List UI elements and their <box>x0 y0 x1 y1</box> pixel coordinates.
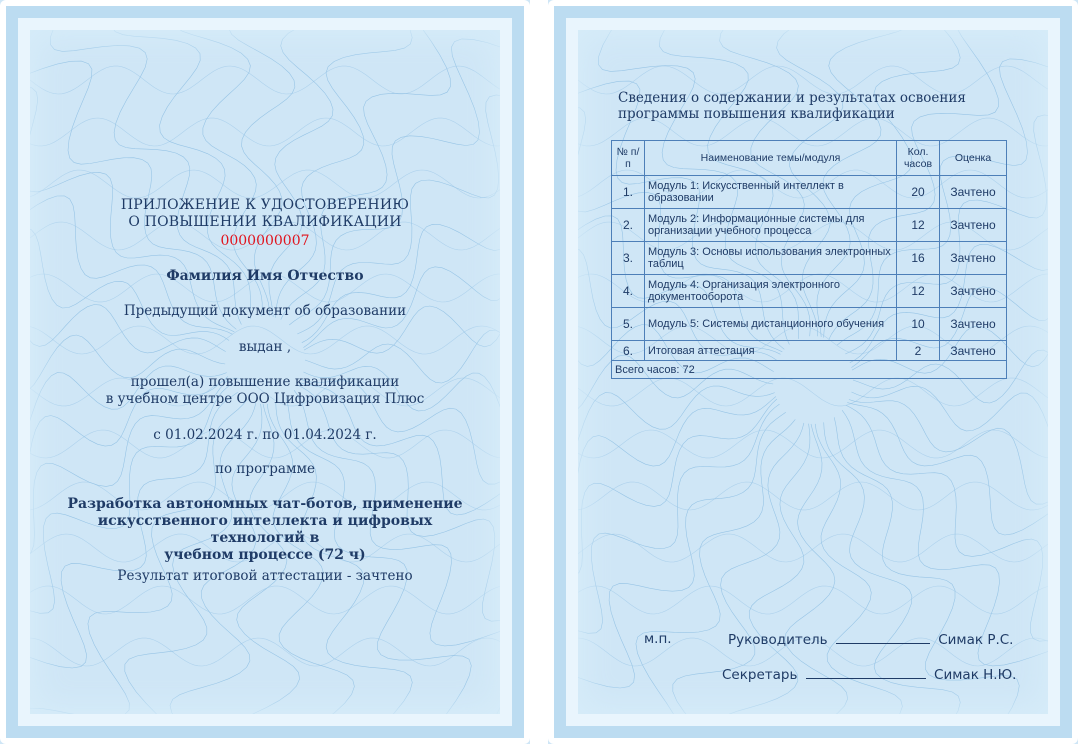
program-line-3: учебном процессе (72 ч) <box>164 547 366 563</box>
row-module-name: Модуль 3: Основы использования электронных таблиц <box>645 242 897 275</box>
row-grade: Зачтено <box>940 308 1007 341</box>
row-module-name: Модуль 1: Искусственный интеллект в образовании <box>645 176 897 209</box>
passed-line-1: прошел(а) повышение квалификации <box>130 374 400 390</box>
row-hours: 12 <box>897 275 940 308</box>
program-line-2: искусственного интеллекта и цифровых технологий в <box>97 513 433 546</box>
content-title-line-2: программы повышения квалификации <box>618 106 895 122</box>
issued-text: выдан , <box>238 339 292 355</box>
head-signature <box>728 631 1013 648</box>
row-module-name: Итоговая аттестация <box>645 341 897 361</box>
head-label: Руководитель <box>728 632 828 648</box>
secretary-name: Симак Н.Ю. <box>934 667 1017 683</box>
row-hours: 16 <box>897 242 940 275</box>
head-name: Симак Р.С. <box>938 632 1014 648</box>
modules-table <box>611 140 1007 379</box>
row-grade: Зачтено <box>940 275 1007 308</box>
secretary-signature <box>722 666 1016 683</box>
document-title <box>40 197 490 231</box>
row-grade: Зачтено <box>940 341 1007 361</box>
passed-text <box>40 374 490 408</box>
header-number: № п/п <box>612 141 645 176</box>
stamp-place-label: м.п. <box>644 631 672 647</box>
total-hours: Всего часов: 72 <box>612 361 1007 379</box>
right-page <box>548 0 1078 744</box>
row-grade: Зачтено <box>940 242 1007 275</box>
row-module-name: Модуль 4: Организация электронного документооборота <box>645 275 897 308</box>
row-number: 4. <box>612 275 645 308</box>
table-row <box>612 209 1007 242</box>
previous-document: Предыдущий документ об образовании <box>123 303 407 319</box>
row-hours: 12 <box>897 209 940 242</box>
content-title <box>618 90 1018 122</box>
row-hours: 2 <box>897 341 940 361</box>
secretary-signature-line <box>806 666 926 679</box>
row-module-name: Модуль 5: Системы дистанционного обучения <box>645 308 897 341</box>
attestation-result: Результат итоговой аттестации - зачтено <box>117 568 413 584</box>
header-hours: Кол. часов <box>897 141 940 176</box>
table-row <box>612 176 1007 209</box>
title-line-1: ПРИЛОЖЕНИЕ К УДОСТОВЕРЕНИЮ <box>120 197 410 213</box>
head-signature-line <box>836 631 930 644</box>
row-number: 2. <box>612 209 645 242</box>
title-line-2: О ПОВЫШЕНИИ КВАЛИФИКАЦИИ <box>128 214 402 230</box>
table-row <box>612 341 1007 361</box>
by-program-label: по программе <box>215 461 315 477</box>
row-module-name: Модуль 2: Информационные системы для организации учебного процесса <box>645 209 897 242</box>
table-row <box>612 308 1007 341</box>
table-row <box>612 242 1007 275</box>
passed-line-2: в учебном центре ООО Цифровизация Плюс <box>105 391 425 407</box>
left-page <box>0 0 530 744</box>
row-number: 5. <box>612 308 645 341</box>
row-number: 3. <box>612 242 645 275</box>
table-row <box>612 275 1007 308</box>
header-grade: Оценка <box>940 141 1007 176</box>
header-name: Наименование темы/модуля <box>645 141 897 176</box>
full-name: Фамилия Имя Отчество <box>166 268 364 284</box>
row-number: 1. <box>612 176 645 209</box>
row-hours: 10 <box>897 308 940 341</box>
table-total-row <box>612 361 1007 379</box>
row-hours: 20 <box>897 176 940 209</box>
row-grade: Зачтено <box>940 209 1007 242</box>
table-header-row <box>612 141 1007 176</box>
program-name <box>50 496 480 564</box>
study-dates: с 01.02.2024 г. по 01.04.2024 г. <box>153 427 377 443</box>
row-grade: Зачтено <box>940 176 1007 209</box>
program-line-1: Разработка автономных чат-ботов, применение <box>67 496 463 512</box>
secretary-label: Секретарь <box>722 667 798 683</box>
document-number: 0000000007 <box>220 233 310 249</box>
content-title-line-1: Сведения о содержании и результатах освоения <box>618 90 966 106</box>
row-number: 6. <box>612 341 645 361</box>
